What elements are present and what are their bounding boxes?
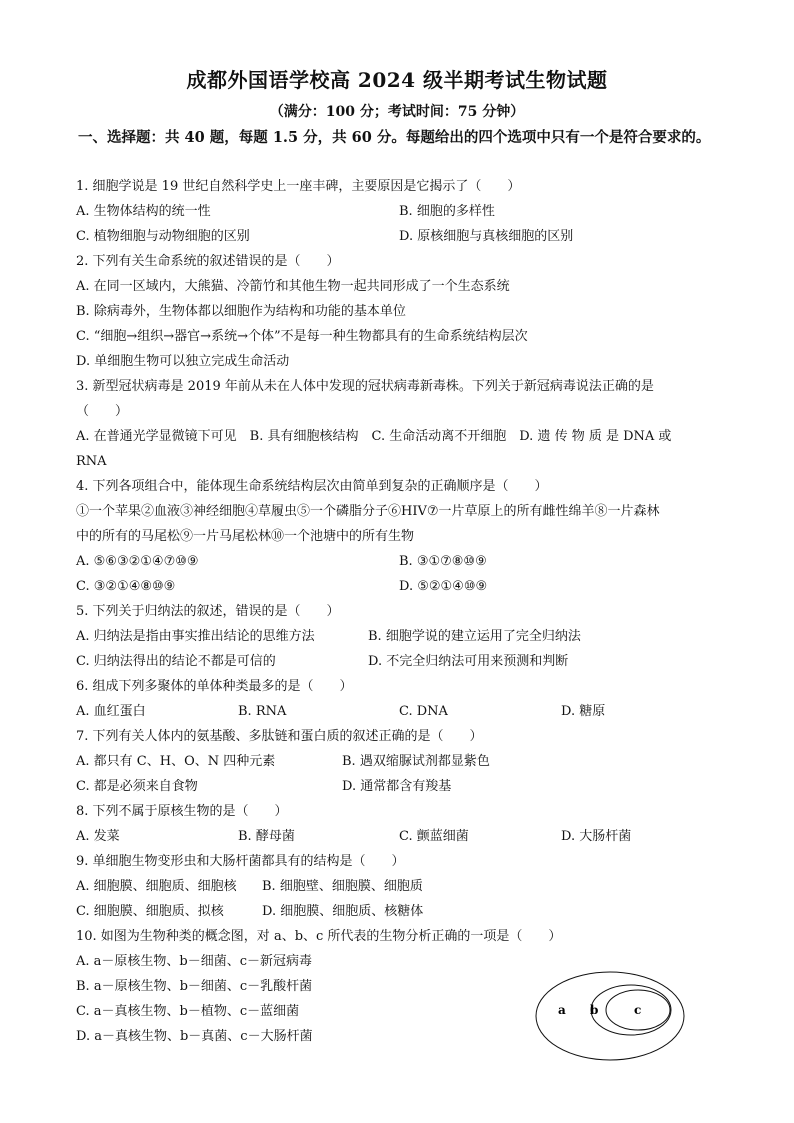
question-stem: 9. 单细胞生物变形虫和大肠杆菌都具有的结构是（ ） [76, 854, 405, 869]
option: D. a－真核生物、b－真菌、c－大肠杆菌 [76, 1029, 313, 1044]
option: B. 细胞壁、细胞膜、细胞质 [262, 879, 423, 894]
option: D. 糖原 [561, 704, 606, 719]
question-list [76, 174, 722, 1049]
option: D. 大肠杆菌 [561, 829, 632, 844]
option: A. a－原核生物、b－细菌、c－新冠病毒 [76, 954, 313, 969]
option-row [76, 649, 722, 674]
page-title: 成都外国语学校高 2024 级半期考试生物试题 [186, 68, 608, 92]
question-stem: 2. 下列有关生命系统的叙述错误的是（ ） [76, 254, 340, 269]
option: D. 单细胞生物可以独立完成生命活动 [76, 354, 290, 369]
option: D. 不完全归纳法可用来预测和判断 [368, 654, 569, 669]
question-stem: 8. 下列不属于原核生物的是（ ） [76, 804, 288, 819]
question-material: ①一个苹果②血液③神经细胞④草履虫⑤一个磷脂分子⑥HIV⑦一片草原上的所有雌性绵羊⑧一片森林 [76, 504, 660, 519]
option-row [76, 824, 722, 849]
option: C. “细胞→组织→器官→系统→个体”不是每一种生物都具有的生命系统结构层次 [76, 329, 528, 344]
option: A. 生物体结构的统一性 [76, 204, 211, 219]
option-row [76, 874, 722, 899]
option-row [76, 549, 722, 574]
question-material: 中的所有的马尾松⑨一片马尾松林⑩一个池塘中的所有生物 [76, 529, 415, 544]
option-row [76, 574, 722, 599]
option: B. 遇双缩脲试剂都显紫色 [342, 754, 490, 769]
option: D. 原核细胞与真核细胞的区别 [399, 229, 574, 244]
exam-info: （满分：100 分；考试时间：75 分钟） [269, 104, 525, 120]
label-b: b [590, 1003, 599, 1017]
option: B. 酵母菌 [238, 829, 295, 844]
option: C. a－真核生物、b－植物、c－蓝细菌 [76, 1004, 300, 1019]
option: C. 归纳法得出的结论不都是可信的 [76, 654, 276, 669]
option: A. 归纳法是指由事实推出结论的思维方法 [76, 629, 315, 644]
option: C. 颤蓝细菌 [399, 829, 469, 844]
question-stem: 10. 如图为生物种类的概念图，对 a、b、c 所代表的生物分析正确的一项是（ ） [76, 929, 562, 944]
option: B. 细胞的多样性 [399, 204, 495, 219]
option: C. DNA [399, 704, 448, 719]
option: A. 在同一区域内，大熊猫、冷箭竹和其他生物一起共同形成了一个生态系统 [76, 279, 510, 294]
option: C. 细胞膜、细胞质、拟核 [76, 904, 224, 919]
option-row [76, 624, 722, 649]
question-stem: 7. 下列有关人体内的氨基酸、多肽链和蛋白质的叙述正确的是（ ） [76, 729, 483, 744]
question-stem: 6. 组成下列多聚体的单体种类最多的是（ ） [76, 679, 353, 694]
option: A. ⑤⑥③②①④⑦⑩⑨ [76, 554, 199, 569]
option-row [76, 199, 722, 224]
question-stem-cont: （ ） [76, 404, 129, 419]
option: C. 都是必须来自食物 [76, 779, 198, 794]
option: B. a－原核生物、b－细菌、c－乳酸杆菌 [76, 979, 313, 994]
option: B. RNA [238, 704, 287, 719]
option-row [76, 774, 722, 799]
option: C. ③②①④⑧⑩⑨ [76, 579, 176, 594]
label-c: c [634, 1003, 642, 1017]
option-row [76, 899, 722, 924]
option-row: A. 在普通光学显微镜下可见 B. 具有细胞核结构 C. 生命活动离不开细胞 D. 遗 传 物 质 是 DNA 或 [76, 429, 672, 444]
option: B. 细胞学说的建立运用了完全归纳法 [368, 629, 581, 644]
option-row [76, 699, 722, 724]
label-a: a [558, 1003, 566, 1017]
question-stem: 5. 下列关于归纳法的叙述，错误的是（ ） [76, 604, 340, 619]
option: A. 细胞膜、细胞质、细胞核 [76, 879, 237, 894]
option-row-cont: RNA [76, 454, 107, 469]
option: B. 除病毒外，生物体都以细胞作为结构和功能的基本单位 [76, 304, 406, 319]
option: A. 发菜 [76, 829, 120, 844]
option: A. 都只有 C、H、O、N 四种元素 [76, 754, 276, 769]
section-heading: 一、选择题：共 40 题，每题 1.5 分，共 60 分。每题给出的四个选项中只有一个是符合要求的。 [78, 129, 711, 146]
question-stem: 1. 细胞学说是 19 世纪自然科学史上一座丰碑，主要原因是它揭示了（ ） [76, 179, 521, 194]
set-b-ellipse [591, 985, 671, 1035]
option: B. ③①⑦⑧⑩⑨ [399, 554, 487, 569]
option: A. 血红蛋白 [76, 704, 146, 719]
option-row [76, 749, 722, 774]
option-row [76, 224, 722, 249]
option: C. 植物细胞与动物细胞的区别 [76, 229, 250, 244]
question-stem: 4. 下列各项组合中，能体现生命系统结构层次由简单到复杂的正确顺序是（ ） [76, 479, 548, 494]
option: D. ⑤②①④⑩⑨ [399, 579, 488, 594]
concept-diagram [534, 970, 686, 1062]
option: D. 通常都含有羧基 [342, 779, 452, 794]
question-stem: 3. 新型冠状病毒是 2019 年前从未在人体中发现的冠状病毒新毒株。下列关于新冠病毒说法正确的是 [76, 379, 654, 394]
option: D. 细胞膜、细胞质、核糖体 [262, 904, 424, 919]
